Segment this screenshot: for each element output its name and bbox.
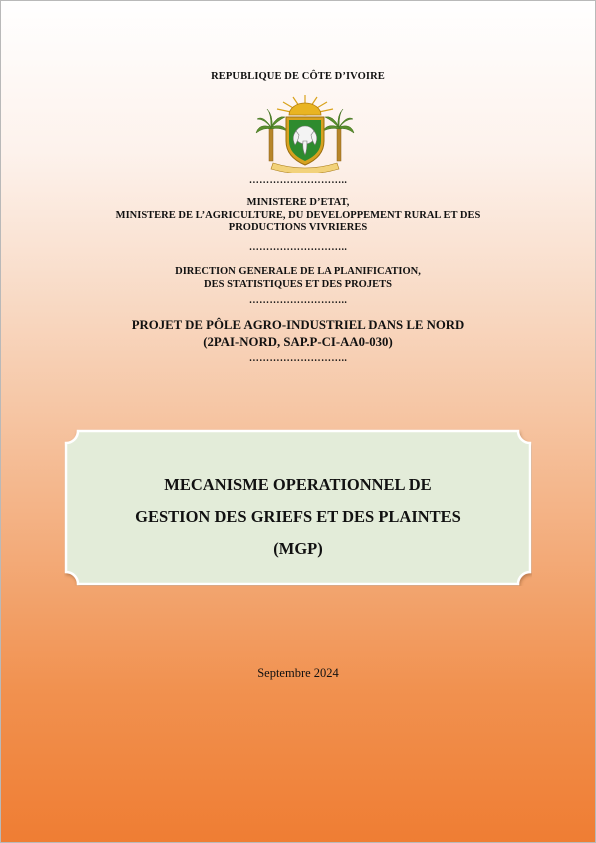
title-line-1: MECANISME OPERATIONNEL DE bbox=[164, 475, 432, 494]
project-heading bbox=[0, 317, 596, 351]
separator-dots: ……………………….. bbox=[248, 242, 348, 253]
coat-of-arms-emblem bbox=[255, 93, 355, 173]
direction-heading bbox=[0, 265, 596, 291]
republic-heading: REPUBLIQUE DE CÔTE D’IVOIRE bbox=[211, 71, 385, 82]
ministry-line-1: MINISTERE D’ETAT, bbox=[246, 197, 350, 208]
document-title bbox=[64, 469, 532, 565]
direction-line-2: DES STATISTIQUES ET DES PROJETS bbox=[204, 279, 392, 290]
separator-dots: ……………………….. bbox=[248, 295, 348, 306]
ministry-line-2: MINISTERE DE L’AGRICULTURE, DU DEVELOPPEMENT RURAL ET DES bbox=[115, 209, 481, 221]
document-date: Septembre 2024 bbox=[257, 666, 339, 680]
project-line-1: PROJET DE PÔLE AGRO-INDUSTRIEL DANS LE NORD bbox=[131, 318, 465, 332]
separator-dots: ……………………….. bbox=[248, 175, 348, 186]
ministry-line-3: PRODUCTIONS VIVRIERES bbox=[228, 222, 368, 233]
title-line-2: GESTION DES GRIEFS ET DES PLAINTES bbox=[135, 507, 461, 526]
document-title-box bbox=[64, 429, 532, 586]
separator-dots: ……………………….. bbox=[248, 353, 348, 364]
title-line-3: (MGP) bbox=[273, 539, 323, 558]
project-line-2: (2PAI-NORD, SAP.P-CI-AA0-030) bbox=[203, 335, 393, 349]
direction-line-1: DIRECTION GENERALE DE LA PLANIFICATION, bbox=[175, 266, 421, 277]
ministry-heading bbox=[0, 197, 596, 235]
